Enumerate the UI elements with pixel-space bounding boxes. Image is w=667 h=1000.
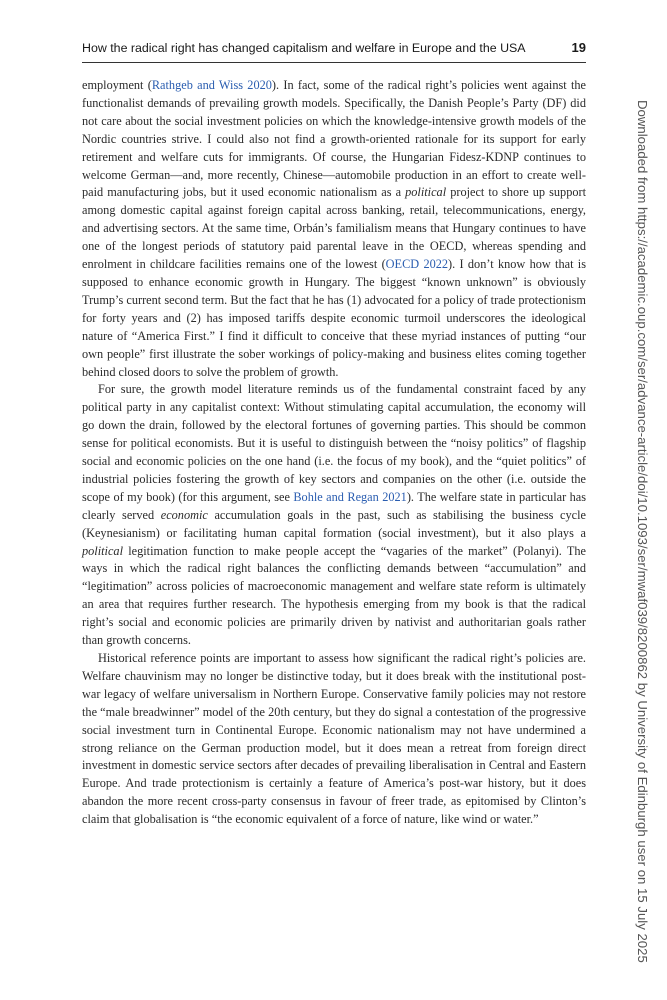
citation-link-rathgeb-wiss[interactable]: Rathgeb and Wiss 2020 <box>151 78 272 92</box>
running-header <box>82 40 586 55</box>
body-text <box>82 77 586 829</box>
running-title: How the radical right has changed capitalism and welfare in Europe and the USA <box>82 41 526 55</box>
citation-link-oecd[interactable]: OECD 2022 <box>385 257 449 272</box>
download-note: Downloaded from https://academic.oup.com/ser/advance-article/doi/10.1093/ser/mwaf039/8200862 by University of Edinburgh user on 15 July 2025 <box>635 100 650 963</box>
paragraph-1: employment (Rathgeb and Wiss 2020). In fact, some of the radical right’s policies went against the functionalist demands of prevailing growth models. Specifically, the Danish People’s Party (DF) did not care about the social investment policies on which the knowledge-intensive growth models of the Nordic countries strive. I could also not find a growth-oriented rationale for its support for early retirement and welfare cuts for immigrants. Of course, the Hungarian Fidesz-KDNP continues to welcome German—and, more recently, Chinese—automobile production in an effort to create well-paid manufacturing jobs, but it used economic nationalism as a political project to shore up support among domestic capital against foreign capital across banking, retail, telecommunications, energy, and advertising sectors. At the same time, Orbán’s familialism means that Hungary continues to have one of the longest periods of statutory paid parental leave in the OECD, whereas spending and enrolment in childcare facilities remains one of the lowest (OECD 2022). I don’t know how that is supposed to enhance economic growth in Hungary. The biggest “known unknown” is obviously Trump’s current second term. But the fact that he has (1) advocated for a policy of trade protectionism for forty years and (2) has imposed tariffs despite economic turmoil underscores the ideological nature of “America First.” I find it difficult to conceive that these myriad instances of putting “our own people” first illustrate the sober workings of policy-making and business elites coming together behind closed doors to solve the problem of growth. <box>82 78 587 379</box>
emphasis: political <box>405 185 447 200</box>
citation-link-bohle-regan[interactable]: Bohle and Regan 2021 <box>293 489 407 504</box>
page-number: 19 <box>571 40 586 55</box>
emphasis: political <box>82 543 123 558</box>
download-sidebar <box>632 100 652 963</box>
paragraph-2: For sure, the growth model literature reminds us of the fundamental constraint faced by any political party in any capitalist context: Without stimulating capital accumulation, the economy will go down the drain, followed by the electoral fortunes of governing parties. This should be common sense for political economists. But it is useful to distinguish between the “noisy politics” of flagship social and economic policies on the one hand (i.e. the focus of my book), and the “quiet politics” of industrial policies fostering the growth of key sectors and companies on the other (i.e. outside the scope of my book) (for this argument, see Bohle and Regan 2021). The welfare state in particular has clearly served economic accumulation goals in the past, such as stabilising the business cycle (Keynesianism) or facilitating human capital formation (social investment), but it also plays a political legitimation function to make people accept the “vagaries of the market” (Polanyi). The ways in which the radical right balances the conflicting demands between “accumulation” and “legitimation” across policies of macroeconomic management and welfare state reform is ultimately an area that requires further research. The hypothesis emerging from my book is that the radical right’s social and economic policies are primarily driven by nativist and authoritarian goals rather than growth concerns. <box>82 382 586 648</box>
header-rule <box>82 62 586 63</box>
emphasis: economic <box>160 507 208 522</box>
paragraph-3: Historical reference points are important to assess how significant the radical right’s policies are. Welfare chauvinism may no longer be distinctive today, but it does break with the institutional post-war legacy of welfare universalism in Northern Europe. Conservative family policies may not restore the “male breadwinner” model of the 20th century, but they do signal a contestation of the progressive social investment turn in Continental Europe. Economic nationalism may not have undermined a strong reliance on the German production model, but it does mean a retreat from foreign direct investment in domestic service sectors after decades of prevailing liberalisation in Central and Eastern Europe. And trade protectionism is certainly a feature of America’s post-war history, but it does abandon the more recent cross-party consensus in favour of freer trade, as epitomised by Clinton’s claim that globalisation is “the economic equivalent of a force of nature, like wind or water.” <box>82 651 586 827</box>
